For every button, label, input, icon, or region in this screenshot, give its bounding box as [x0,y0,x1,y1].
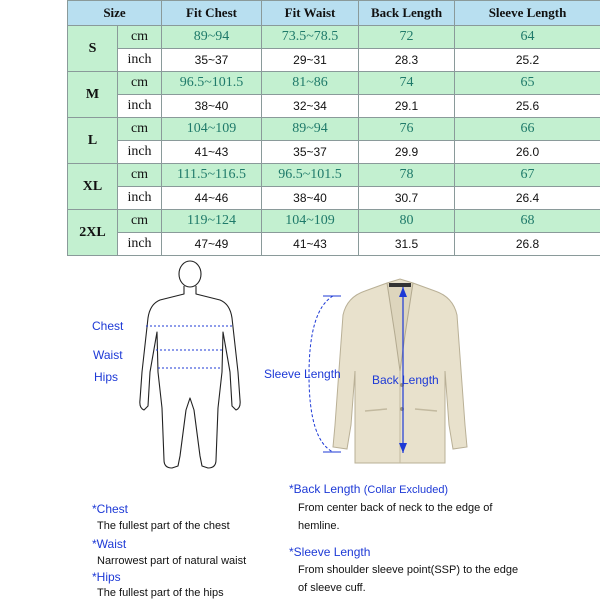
def-back-length-title-text: *Back Length [289,482,361,496]
unit-cm: cm [118,118,162,141]
unit-cm: cm [118,72,162,95]
cell-chest-cm: 89~94 [162,26,262,49]
header-size: Size [68,1,162,26]
table-row [68,164,600,187]
cell-chest-cm: 111.5~116.5 [162,164,262,187]
unit-cm: cm [118,210,162,233]
cell-back-inch: 29.9 [359,141,455,164]
unit-cm: cm [118,164,162,187]
def-sleeve-length-desc-1: From shoulder sleeve point(SSP) to the edge [298,564,519,576]
table-row [68,210,600,233]
jacket-sleeve-length-label: Sleeve Length [264,367,341,381]
cell-back-inch: 28.3 [359,49,455,72]
cell-sleeve-inch: 26.8 [455,233,600,256]
cell-chest-cm: 96.5~101.5 [162,72,262,95]
cell-sleeve-inch: 25.6 [455,95,600,118]
def-back-length-desc-1: From center back of neck to the edge of [298,502,493,514]
size-label: M [68,72,118,118]
table-row [68,72,600,95]
cell-waist-inch: 35~37 [262,141,359,164]
cell-sleeve-inch: 25.2 [455,49,600,72]
cell-sleeve-cm: 64 [455,26,600,49]
cell-back-cm: 78 [359,164,455,187]
cell-waist-inch: 38~40 [262,187,359,210]
cell-waist-cm: 89~94 [262,118,359,141]
body-outline-illustration [120,260,260,470]
size-label: L [68,118,118,164]
cell-waist-inch: 32~34 [262,95,359,118]
def-back-length-title [289,482,448,496]
size-chart-table [67,0,600,256]
cell-waist-inch: 41~43 [262,233,359,256]
def-chest-desc: The fullest part of the chest [97,520,230,532]
cell-back-inch: 29.1 [359,95,455,118]
cell-chest-inch: 47~49 [162,233,262,256]
cell-back-inch: 30.7 [359,187,455,210]
body-hips-label: Hips [94,370,119,384]
unit-cm: cm [118,26,162,49]
unit-inch: inch [118,187,162,210]
def-waist-desc: Narrowest part of natural waist [97,555,247,567]
table-row [68,26,600,49]
def-chest-title: *Chest [92,502,129,516]
table-row [68,233,600,256]
cell-chest-inch: 41~43 [162,141,262,164]
header-back-length: Back Length [359,1,455,26]
table-row [68,95,600,118]
def-hips-title: *Hips [92,570,121,584]
cell-waist-cm: 96.5~101.5 [262,164,359,187]
unit-inch: inch [118,95,162,118]
cell-sleeve-cm: 68 [455,210,600,233]
unit-inch: inch [118,49,162,72]
cell-chest-cm: 104~109 [162,118,262,141]
def-hips-desc: The fullest part of the hips [97,587,224,599]
table-row [68,141,600,164]
unit-inch: inch [118,141,162,164]
def-sleeve-length-desc-2: of sleeve cuff. [298,582,366,594]
cell-waist-cm: 104~109 [262,210,359,233]
table-row [68,118,600,141]
jacket-back-length-label: Back Length [372,373,439,387]
size-label: S [68,26,118,72]
cell-sleeve-inch: 26.4 [455,187,600,210]
def-sleeve-length-title: *Sleeve Length [289,545,371,559]
body-chest-label: Chest [92,319,124,333]
header-fit-chest: Fit Chest [162,1,262,26]
cell-waist-cm: 81~86 [262,72,359,95]
cell-back-cm: 74 [359,72,455,95]
cell-chest-inch: 35~37 [162,49,262,72]
cell-back-cm: 80 [359,210,455,233]
cell-waist-cm: 73.5~78.5 [262,26,359,49]
cell-sleeve-cm: 67 [455,164,600,187]
cell-back-cm: 76 [359,118,455,141]
table-row [68,49,600,72]
table-row [68,187,600,210]
size-label: 2XL [68,210,118,256]
table-header-row [68,1,600,26]
size-label: XL [68,164,118,210]
def-back-length-note: (Collar Excluded) [363,484,449,496]
cell-waist-inch: 29~31 [262,49,359,72]
header-sleeve-length: Sleeve Length [455,1,600,26]
cell-sleeve-inch: 26.0 [455,141,600,164]
def-waist-title: *Waist [92,537,127,551]
cell-chest-inch: 44~46 [162,187,262,210]
body-waist-label: Waist [93,348,123,362]
unit-inch: inch [118,233,162,256]
cell-chest-inch: 38~40 [162,95,262,118]
header-fit-waist: Fit Waist [262,1,359,26]
cell-sleeve-cm: 65 [455,72,600,95]
cell-back-cm: 72 [359,26,455,49]
cell-chest-cm: 119~124 [162,210,262,233]
def-back-length-desc-2: hemline. [298,520,340,532]
cell-back-inch: 31.5 [359,233,455,256]
cell-sleeve-cm: 66 [455,118,600,141]
